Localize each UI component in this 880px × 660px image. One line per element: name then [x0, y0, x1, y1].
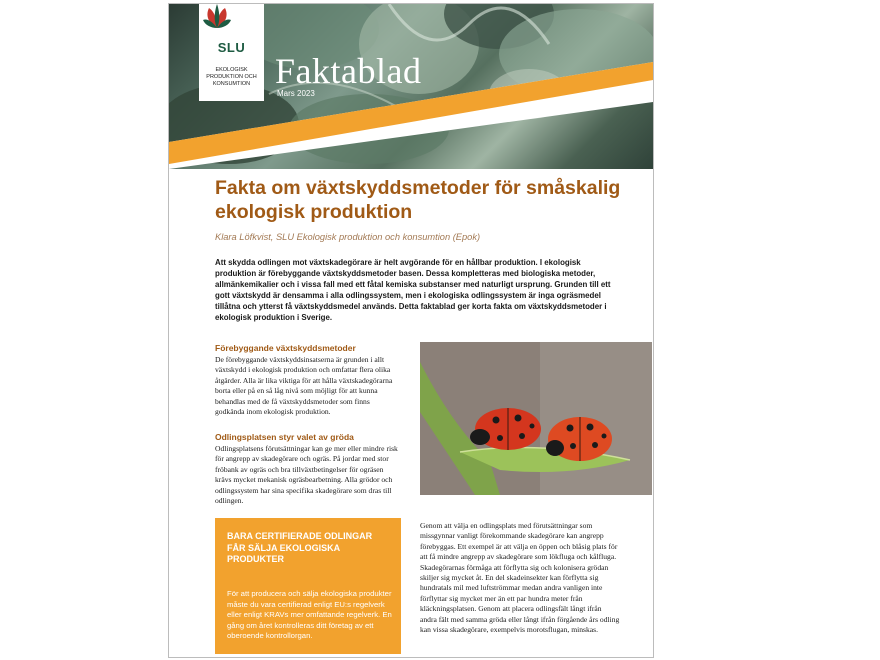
- callout-text: För att producera och sälja ekologiska produkter måste du vara certifierad enligt EU:s regelverk eller enligt KRAVs mer omfattande regelverk. En gång om året kontrolleras ditt företag av ett oberoende kontrollorgan.: [227, 589, 392, 641]
- article-lead-paragraph: Att skydda odlingen mot växtskadegörare är helt avgörande för en hållbar produktion. I ekologisk produktion är förebyggande växtskyddsmetoder basen. Dessa kompletteras med biologiska metoder, allmänkemikalier och i vissa fall med ett fåtal kemiska substanser med naturligt ursprung. Grunden till ett gott växtskydd är densamma i alla odlingssystem, men i ekologiska odlingssystem är inga ogräsmedel tillåtna och ytterst få växtskyddsmedel används. Detta faktablad ger korta fakta om växtskyddsmetoder i ekologisk produktion i Sverige.: [215, 258, 611, 322]
- header-photo-banner: [169, 4, 653, 169]
- logo-subtitle: EKOLOGISK PRODUKTION OCH KONSUMTION: [206, 67, 257, 87]
- ladybug-icon: [420, 342, 652, 495]
- slu-leaf-logo-icon: [199, 4, 236, 30]
- slu-logo-box: [199, 4, 264, 101]
- section-text-site: Odlingsplatsens förutsättningar kan ge mer eller mindre risk för angrepp av skadegörare och ogräs. På jordar med stor fröbank av ogräs och bra tillväxtbetingelser för ogräsen krävs mycket mekanisk ogräsbearbetning. Alla grödor och odlingssystem har sina specifika skadegörare som dras till odlingen.: [215, 444, 398, 506]
- article-author: Klara Löfkvist, SLU Ekologisk produktion och konsumtion (Epok): [215, 232, 481, 242]
- section-heading-site: Odlingsplatsen styr valet av gröda: [215, 432, 354, 442]
- publication-date: Mars 2023: [277, 89, 315, 98]
- slu-logo-text: SLU: [217, 40, 246, 55]
- right-column-text: Genom att välja en odlingsplats med förutsättningar som missgynnar vanligt förekommande skadegörare kan angrepp förebyggas. Ett exempel är att välja en öppen och blåsig plats för att få mindre angrepp av skadegörare som lökfluga och kålfluga. Skadegörarnas förmåga att förflytta sig och kolonisera grödan skiljer sig mycket åt. En del skadeinsekter kan förflytta sig hundratals mil med luftströmmar medan andra vanligen inte förflyttar sig mycket mer än ett par hundra meter från kläckningsplatsen. Genom att placera odlingsfält långt ifrån andra fält med samma gröda eller långt ifrån förgående års odling kan vissa skadegörare, exempelvis morotsflugan, minskas.: [420, 521, 620, 635]
- section-text-preventive: De förebyggande växtskyddsinsatserna är grunden i allt växtskydd i ekologisk produktion och omfattar flera olika åtgärder. Alla är lika viktiga för att hålla växtskadegörarna borta eller på en så låg nivå som möjligt för att kunna behandlas med de få växtskyddsmetoder som finns godkända inom ekologisk produktion.: [215, 355, 393, 417]
- faktablad-title: Faktablad: [275, 51, 422, 91]
- section-heading-preventive: Förebyggande växtskyddsmetoder: [215, 343, 356, 353]
- document-page: [168, 3, 654, 658]
- callout-title: BARA CERTIFIERADE ODLINGAR FÅR SÄLJA EKOLOGISKA PRODUKTER: [227, 531, 373, 564]
- ladybugs-on-leaf-photo: [420, 342, 652, 495]
- article-title: Fakta om växtskyddsmetoder för småskalig ekologisk produktion: [215, 177, 621, 223]
- certification-callout-box: [215, 518, 401, 654]
